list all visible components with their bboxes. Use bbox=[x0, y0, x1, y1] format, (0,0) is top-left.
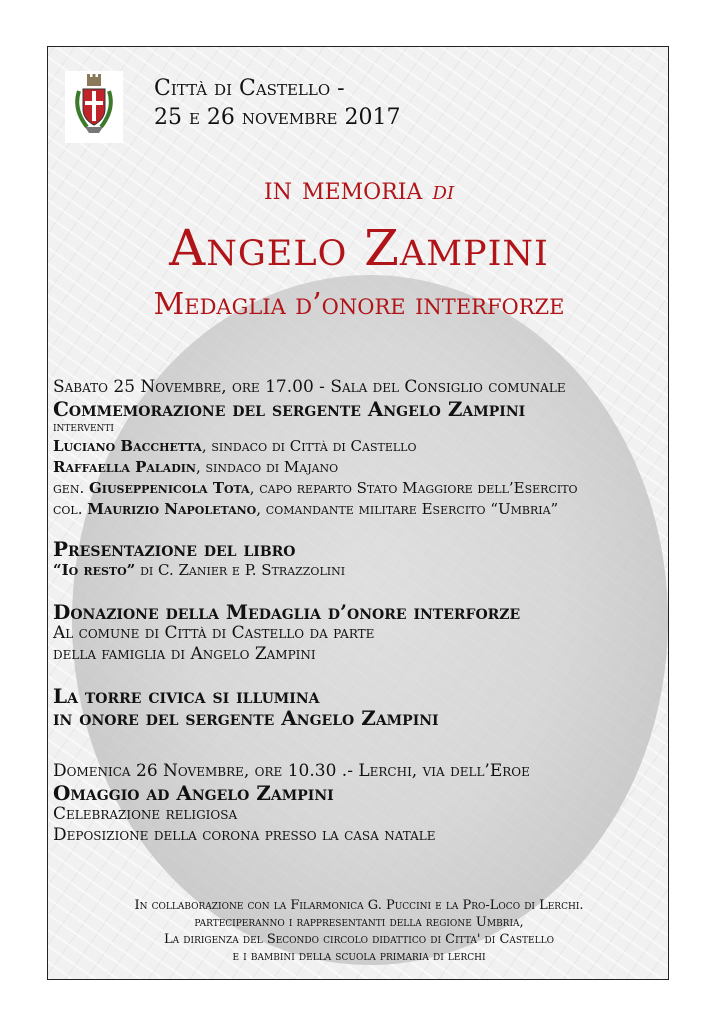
title-in-memoria-text: in memoria bbox=[263, 169, 423, 207]
footer-line3: La dirigenza del Secondo circolo didattico di Citta' di Castello bbox=[164, 932, 554, 947]
saturday-heading: Commemorazione del sergente Angelo Zampini bbox=[53, 397, 526, 421]
title-in-memoria bbox=[48, 169, 669, 207]
sunday-item1: Celebrazione religiosa bbox=[53, 804, 238, 824]
speaker-role: , capo reparto Stato Maggiore dell’Esercito bbox=[249, 479, 578, 497]
libro-authors: di C. Zanier e P. Strazzolini bbox=[135, 561, 346, 579]
footer-credits bbox=[48, 897, 669, 965]
speaker-role: , sindaco di Città di Castello bbox=[201, 437, 417, 455]
speaker-role: , sindaco di Majano bbox=[195, 458, 339, 476]
donazione-heading: Donazione della Medaglia d’onore interforze bbox=[53, 600, 521, 624]
title-di: di bbox=[432, 176, 455, 206]
sunday-item2: Deposizione della corona presso la casa natale bbox=[53, 825, 436, 845]
footer-line1: In collaborazione con la Filarmonica G. Puccini e la Pro-Loco di Lerchi. bbox=[134, 898, 584, 913]
coat-of-arms-logo bbox=[65, 71, 123, 143]
title-name: Angelo Zampini bbox=[169, 219, 549, 277]
libro-heading: Presentazione del libro bbox=[53, 537, 296, 561]
donazione-line1: Al comune di Città di Castello da parte bbox=[53, 623, 375, 643]
saturday-when: Sabato 25 Novembre, ore 17.00 - Sala del Consiglio comunale bbox=[53, 377, 566, 397]
speaker-line bbox=[53, 457, 668, 478]
donazione-line2: della famiglia di Angelo Zampini bbox=[53, 644, 316, 664]
speaker-name: Giuseppenicola Tota bbox=[88, 479, 250, 497]
sunday-heading: Omaggio ad Angelo Zampini bbox=[53, 781, 334, 805]
speaker-name: Luciano Bacchetta bbox=[53, 437, 202, 455]
speaker-name: Raffaella Paladin bbox=[53, 458, 196, 476]
libro-line bbox=[53, 560, 668, 581]
torre-line2: in onore del sergente Angelo Zampini bbox=[53, 706, 439, 730]
speaker-prefix: gen. bbox=[53, 479, 89, 497]
header-city: Città di Castello - bbox=[154, 76, 345, 101]
footer-line4: e i bambini della scuola primaria di lerchi bbox=[232, 949, 486, 964]
program bbox=[53, 377, 668, 846]
speaker-line bbox=[53, 478, 668, 499]
speaker-line bbox=[53, 499, 668, 520]
event-header bbox=[154, 74, 400, 132]
speaker-name: Maurizio Napoletano bbox=[87, 500, 257, 518]
city-coat-of-arms-icon bbox=[65, 71, 123, 143]
speaker-line bbox=[53, 436, 668, 457]
sunday-when: Domenica 26 Novembre, ore 10.30 .- Lerchi, via dell’Eroe bbox=[53, 761, 530, 781]
event-poster bbox=[47, 46, 669, 980]
footer-line2: parteciperanno i rappresentanti della regione Umbria, bbox=[194, 915, 524, 930]
speaker-role: , comandante militare Esercito “Umbria” bbox=[256, 500, 559, 518]
title-subtitle: Medaglia d’onore interforze bbox=[153, 287, 565, 322]
header-dates: 25 e 26 novembre 2017 bbox=[154, 105, 401, 130]
interventi-label: interventi bbox=[53, 420, 114, 435]
torre-line1: La torre civica si illumina bbox=[53, 684, 320, 708]
libro-title: “Io resto” bbox=[53, 561, 136, 579]
speaker-prefix: col. bbox=[53, 500, 88, 518]
